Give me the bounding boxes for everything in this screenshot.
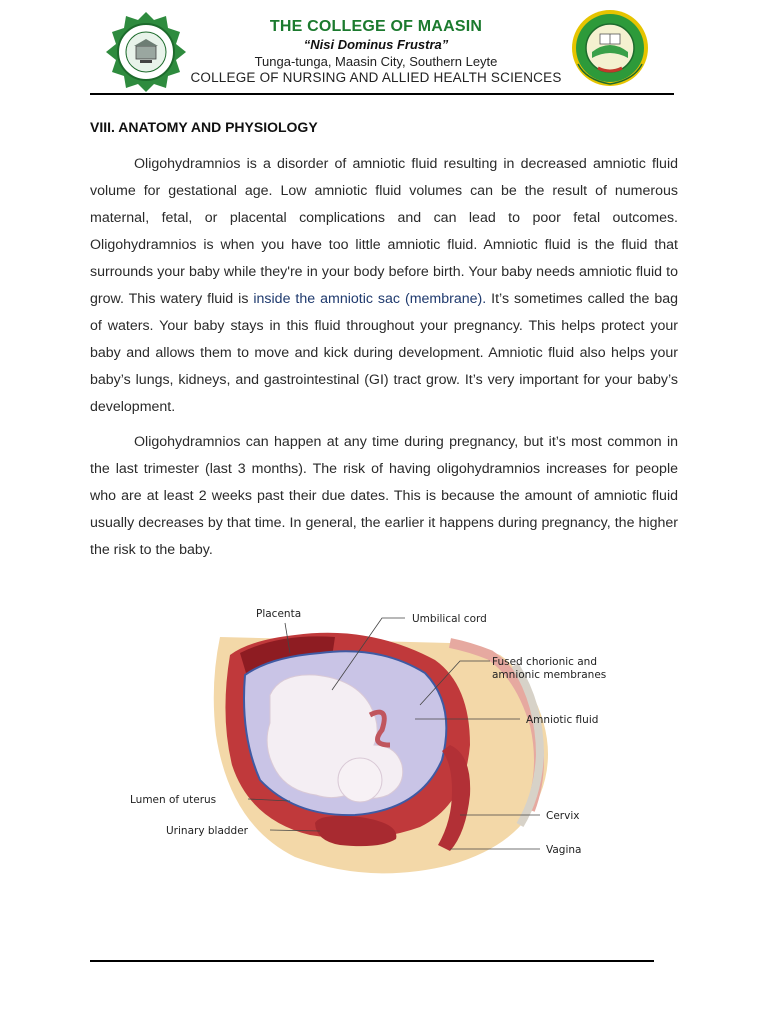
label-cervix: Cervix bbox=[546, 810, 580, 822]
amniotic-sac-reference: inside the amniotic sac (membrane). bbox=[253, 291, 487, 307]
college-address: Tunga-tunga, Maasin City, Southern Leyte bbox=[254, 54, 498, 69]
uterus-anatomy-figure bbox=[120, 595, 640, 885]
section-title: VIII. ANATOMY AND PHYSIOLOGY bbox=[90, 119, 318, 135]
label-vagina: Vagina bbox=[546, 844, 582, 856]
label-amniotic-fluid: Amniotic fluid bbox=[526, 714, 599, 726]
footer-divider bbox=[90, 960, 654, 962]
department-name: COLLEGE OF NURSING AND ALLIED HEALTH SCIENCES bbox=[190, 70, 562, 85]
paragraph-1-text-b: It’s sometimes called the bag of waters. Your baby stays in this fluid throughout your pregnancy. This helps protect your baby and allows them to move and kick during development. Amniotic fluid also helps your baby’s lungs, kidneys, and gastrointestinal (GI) tract grow. It’s very important for your baby’s development. bbox=[90, 291, 678, 415]
college-green-seal-icon bbox=[570, 8, 650, 88]
paragraph-2: Oligohydramnios can happen at any time during pregnancy, but it’s most common in the last trimester (last 3 months). The risk of having oligohydramnios increases for people who are at least 2 weeks past their due dates. This is because the amount of amniotic fluid usually decreases by that time. In general, the earlier it happens during pregnancy, the higher the risk to the baby. bbox=[90, 434, 678, 558]
college-motto: “Nisi Dominus Frustra” bbox=[303, 37, 449, 52]
header-divider bbox=[90, 93, 674, 95]
paragraph-1-text-a: Oligohydramnios is a disorder of amniotic fluid resulting in decreased amniotic fluid volume for gestational age. Low amniotic fluid volumes can be the result of numerous maternal, fetal, or placental complications and can lead to poor fetal outcomes. Oligohydramnios is when you have too little amniotic fluid. Amniotic fluid is the fluid that surrounds your baby while they're in your body before birth. Your baby needs amniotic fluid to grow. This watery fluid is bbox=[90, 156, 678, 307]
label-lumen-of-uterus: Lumen of uterus bbox=[130, 794, 217, 806]
label-umbilical-cord: Umbilical cord bbox=[412, 613, 487, 625]
label-urinary-bladder: Urinary bladder bbox=[166, 825, 249, 837]
label-fused-membranes-2: amnionic membranes bbox=[492, 669, 607, 681]
label-fused-membranes-1: Fused chorionic and bbox=[492, 656, 597, 668]
college-name: THE COLLEGE OF MAASIN bbox=[269, 18, 483, 35]
page-header bbox=[0, 0, 768, 100]
college-seal-icon bbox=[104, 10, 188, 94]
label-placenta: Placenta bbox=[256, 608, 302, 620]
paragraph-1 bbox=[90, 151, 678, 421]
fetus-head bbox=[338, 758, 382, 802]
